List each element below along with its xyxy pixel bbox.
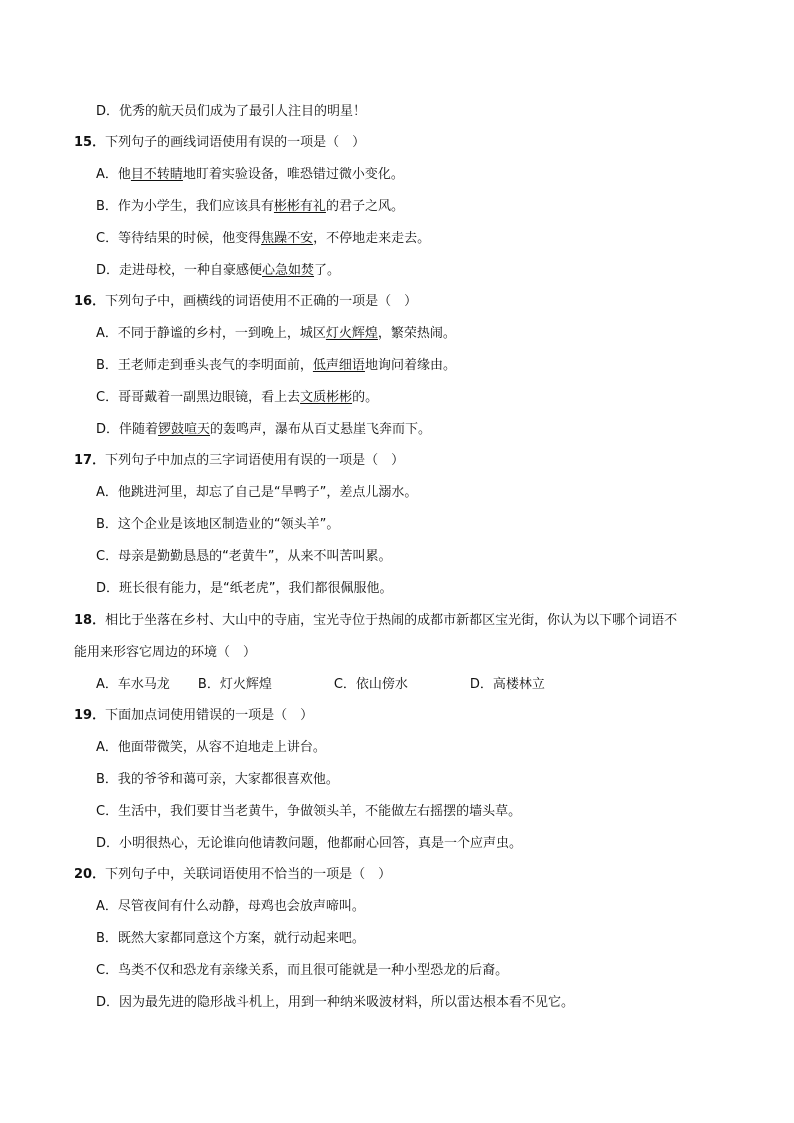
- option-text: ，繁荣热闹。: [377, 326, 456, 341]
- question-stem: 下列句子中，画横线的词语使用不正确的一项是（ ）: [105, 294, 418, 309]
- q17-option-d: D．班长很有能力，是“纸老虎”，我们都很佩服他。: [96, 581, 393, 596]
- question-number: 17．: [74, 453, 106, 468]
- option-text: B．作为小学生，我们应该具有: [96, 199, 274, 214]
- question-20: [74, 866, 391, 884]
- q15-option-b: [96, 198, 404, 216]
- underlined-word: 灯火辉煌: [325, 326, 378, 341]
- q16-option-d: [96, 421, 431, 439]
- q14-option-d: D．优秀的航天员们成为了最引人注目的明星！: [96, 104, 367, 119]
- q15-option-a: [96, 166, 404, 184]
- question-19: [74, 707, 313, 725]
- q20-option-d: D．因为最先进的隐形战斗机上，用到一种纳米吸波材料，所以雷达根本看不见它。: [96, 995, 575, 1010]
- option-text: A．他: [96, 167, 131, 182]
- underlined-word: 焦躁不安: [261, 231, 314, 246]
- q19-option-a: A．他面带微笑，从容不迫地走上讲台。: [96, 740, 326, 755]
- q18-options-row: [96, 676, 545, 694]
- option-text: A．不同于静谧的乡村，一到晚上，城区: [96, 326, 326, 341]
- question-number: 15．: [74, 135, 106, 150]
- question-15: [74, 134, 365, 152]
- option-text: D．走进母校，一种自豪感便: [96, 263, 263, 278]
- underlined-word: 彬彬有礼: [273, 199, 326, 214]
- question-17: [74, 452, 404, 470]
- underlined-word: 低声细语: [312, 358, 365, 373]
- q20-option-a: A．尽管夜间有什么动静，母鸡也会放声啼叫。: [96, 899, 365, 914]
- q16-option-c: [96, 389, 378, 407]
- question-number: 18．: [74, 613, 106, 628]
- q19-option-c: C．生活中，我们要甘当老黄牛，争做领头羊，不能做左右摇摆的墙头草。: [96, 804, 522, 819]
- q19-option-d: D．小明很热心，无论谁向他请教问题，他都耐心回答，真是一个应声虫。: [96, 836, 523, 851]
- option-text: B．王老师走到垂头丧气的李明面前，: [96, 358, 313, 373]
- underlined-word: 目不转睛: [130, 167, 183, 182]
- q18-option-a: A．车水马龙: [96, 677, 170, 692]
- q19-option-b: B．我的爷爷和蔼可亲，大家都很喜欢他。: [96, 772, 339, 787]
- option-text: 的君子之风。: [325, 199, 404, 214]
- q17-option-c: C．母亲是勤勤恳恳的“老黄牛”，从来不叫苦叫累。: [96, 549, 392, 564]
- question-stem: 下面加点词使用错误的一项是（ ）: [105, 708, 314, 723]
- option-text: D．伴随着: [96, 422, 159, 437]
- underlined-word: 心急如焚: [262, 263, 315, 278]
- question-stem: 相比于坐落在乡村、大山中的寺庙，宝光寺位于热闹的成都市新都区宝光街，你认为以下哪个词语不: [105, 613, 678, 628]
- underlined-word: 锣鼓喧天: [158, 422, 211, 437]
- question-number: 16．: [74, 294, 106, 309]
- q18-option-d: D．高楼林立: [469, 677, 545, 692]
- q18-option-b: B．灯火辉煌: [197, 677, 272, 692]
- q16-option-b: [96, 357, 456, 375]
- q15-option-c: [96, 230, 430, 248]
- question-18-stem-cont: 能用来形容它周边的环境（ ）: [74, 645, 257, 660]
- question-stem: 下列句子中，关联词语使用不恰当的一项是（ ）: [105, 867, 392, 882]
- option-text: 地盯着实验设备，唯恐错过微小变化。: [182, 167, 404, 182]
- q18-option-c: C．依山傍水: [333, 677, 408, 692]
- option-text: C．等待结果的时候，他变得: [96, 231, 262, 246]
- question-stem: 下列句子中加点的三字词语使用有误的一项是（ ）: [105, 453, 405, 468]
- question-number: 20．: [74, 867, 106, 882]
- option-text: 了。: [314, 263, 341, 278]
- q20-option-c: C．鸟类不仅和恐龙有亲缘关系，而且很可能就是一种小型恐龙的后裔。: [96, 963, 509, 978]
- question-16: [74, 293, 417, 311]
- q20-option-b: B．既然大家都同意这个方案，就行动起来吧。: [96, 931, 365, 946]
- q17-option-b: B．这个企业是该地区制造业的“领头羊”。: [96, 517, 340, 532]
- option-text: 的。: [352, 390, 379, 405]
- q15-option-d: [96, 262, 340, 280]
- question-number: 19．: [74, 708, 106, 723]
- option-text: C．哥哥戴着一副黑边眼镜，看上去: [96, 390, 301, 405]
- option-text: 地询问着缘由。: [364, 358, 456, 373]
- question-18: [74, 612, 677, 630]
- q16-option-a: [96, 325, 456, 343]
- option-text: ，不停地走来走去。: [313, 231, 431, 246]
- underlined-word: 文质彬彬: [300, 390, 353, 405]
- option-text: 的轰鸣声，瀑布从百丈悬崖飞奔而下。: [210, 422, 432, 437]
- q17-option-a: A．他跳进河里，却忘了自己是“旱鸭子”，差点儿溺水。: [96, 485, 418, 500]
- question-stem: 下列句子的画线词语使用有误的一项是（ ）: [105, 135, 366, 150]
